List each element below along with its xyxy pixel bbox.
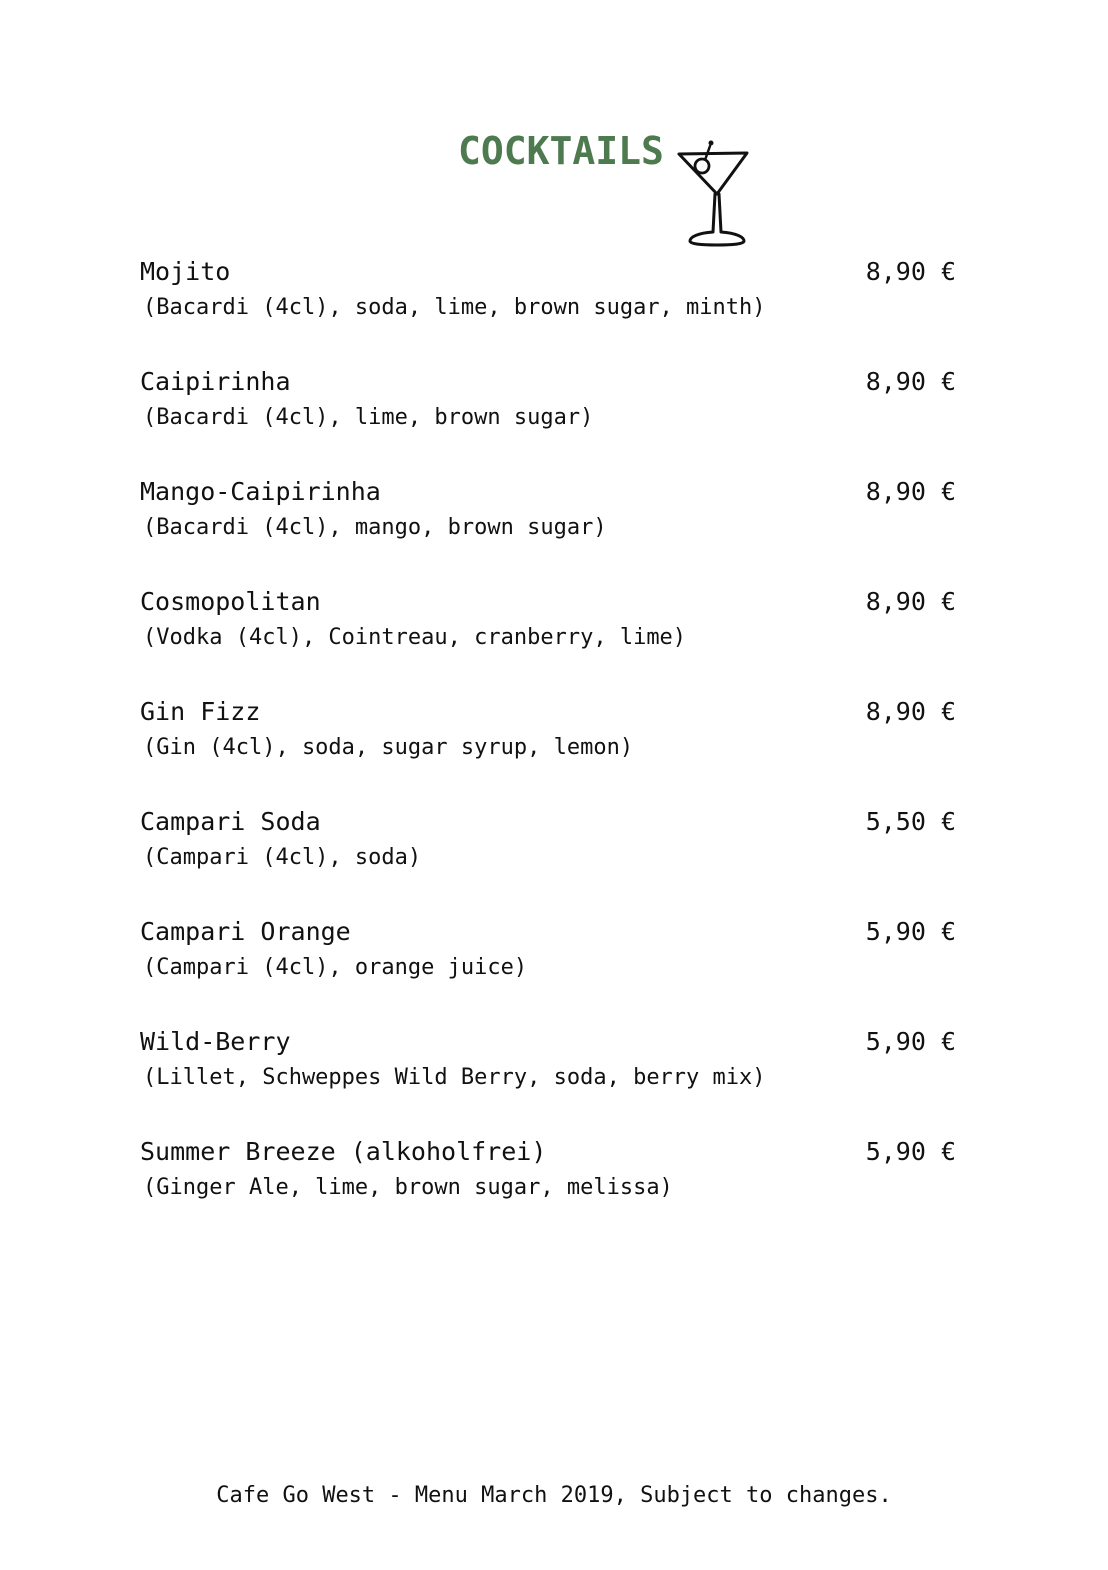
footer-note: Cafe Go West - Menu March 2019, Subject to changes. [216, 1483, 892, 1508]
item-row [140, 475, 956, 508]
menu-item [140, 915, 956, 982]
item-row [140, 915, 956, 948]
menu-header [458, 128, 752, 248]
item-description: (Bacardi (4cl), soda, lime, brown sugar, minth) [143, 295, 766, 320]
item-name: Cosmopolitan [140, 587, 321, 616]
item-price: 8,90 € [865, 477, 956, 506]
item-name: Campari Orange [140, 917, 351, 946]
item-name: Summer Breeze (alkoholfrei) [140, 1137, 547, 1166]
menu-item [140, 1135, 956, 1202]
item-price: 5,50 € [865, 807, 956, 836]
item-row [140, 365, 956, 398]
menu-item [140, 365, 956, 432]
menu-item [140, 805, 956, 872]
item-description: (Bacardi (4cl), lime, brown sugar) [143, 405, 594, 430]
item-row [140, 585, 956, 618]
item-description: (Bacardi (4cl), mango, brown sugar) [143, 515, 607, 540]
item-price: 8,90 € [865, 587, 956, 616]
item-row [140, 255, 956, 288]
item-name: Caipirinha [140, 367, 291, 396]
menu-item [140, 1025, 956, 1092]
item-name: Wild-Berry [140, 1027, 291, 1056]
item-price: 5,90 € [865, 1137, 956, 1166]
item-price: 8,90 € [865, 257, 956, 286]
item-name: Campari Soda [140, 807, 321, 836]
item-description: (Gin (4cl), soda, sugar syrup, lemon) [143, 735, 634, 760]
menu-item [140, 475, 956, 542]
item-description: (Vodka (4cl), Cointreau, cranberry, lime) [143, 625, 687, 650]
item-description: (Campari (4cl), soda) [143, 845, 422, 870]
item-price: 8,90 € [865, 367, 956, 396]
item-row [140, 805, 956, 838]
item-name: Mojito [140, 257, 231, 286]
item-price: 5,90 € [865, 1027, 956, 1056]
item-row [140, 695, 956, 728]
page-title: COCKTAILS [458, 129, 664, 173]
item-name: Mango-Caipirinha [140, 477, 381, 506]
menu-item [140, 585, 956, 652]
menu-item [140, 255, 956, 322]
item-name: Gin Fizz [140, 697, 261, 726]
item-description: (Lillet, Schweppes Wild Berry, soda, berry mix) [143, 1065, 766, 1090]
menu-item [140, 695, 956, 762]
item-row [140, 1135, 956, 1168]
item-price: 5,90 € [865, 917, 956, 946]
item-price: 8,90 € [865, 697, 956, 726]
item-row [140, 1025, 956, 1058]
item-description: (Campari (4cl), orange juice) [143, 955, 528, 980]
menu-list [140, 255, 956, 1245]
item-description: (Ginger Ale, lime, brown sugar, melissa) [143, 1175, 673, 1200]
martini-glass-icon [674, 132, 752, 248]
